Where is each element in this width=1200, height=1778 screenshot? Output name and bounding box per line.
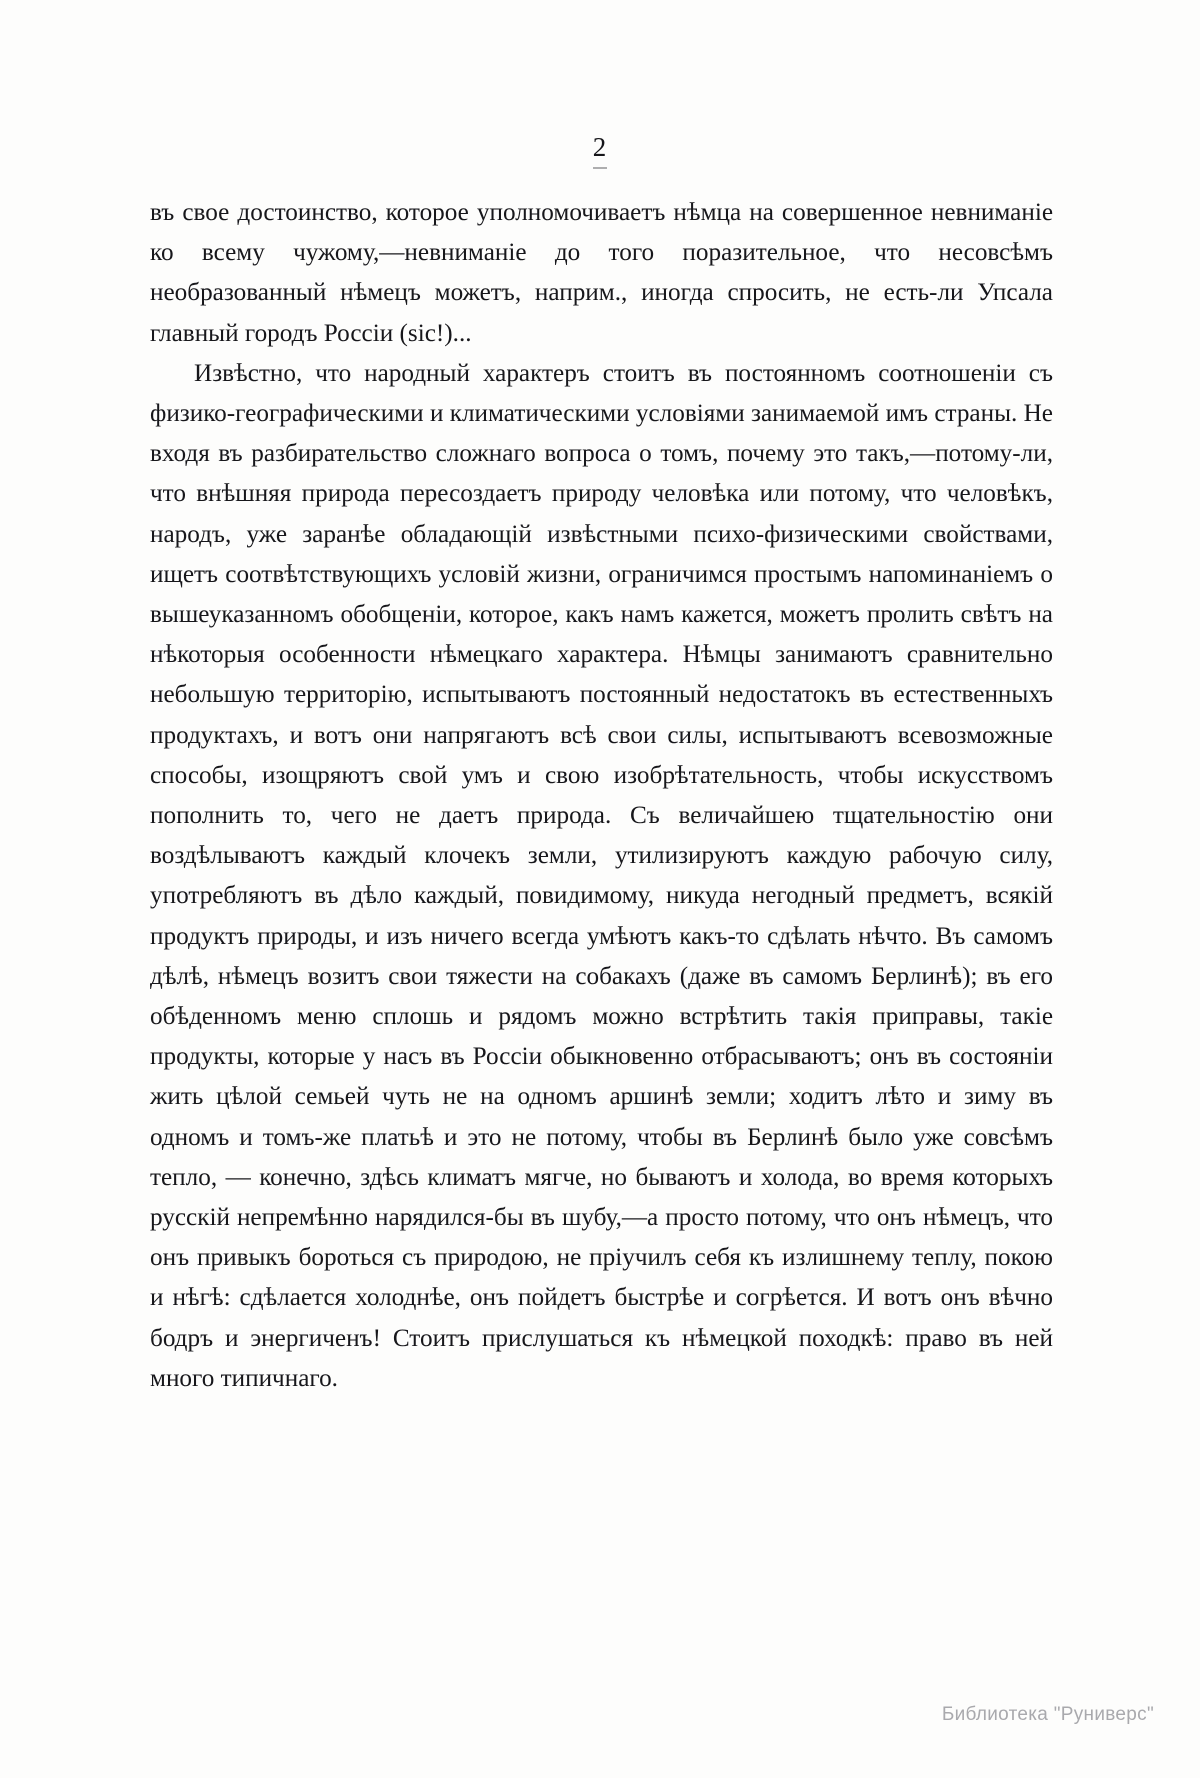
page-body-text — [150, 193, 1053, 1399]
page-number-value: 2 — [593, 132, 608, 167]
paragraph-2: Извѣстно, что народный характеръ стоитъ въ постоянномъ соотношеніи съ физико-географическими и климатическими условіями занимаемой имъ страны. Не входя въ разбирательство сложнаго вопроса о томъ, почему это такъ,—потому-ли, что внѣшняя природа пересоздаетъ природу человѣка или потому, что человѣкъ, народъ, уже заранѣе обладающій извѣстными психо-физическими свойствами, ищетъ соотвѣтствующихъ условій жизни, ограничимся простымъ напоминаніемъ о вышеуказанномъ обобщеніи, которое, какъ намъ кажется, можетъ пролить свѣтъ на нѣкоторыя особенности нѣмецкаго характера. Нѣмцы занимаютъ сравнительно небольшую территорію, испытываютъ постоянный недостатокъ въ естественныхъ продуктахъ, и вотъ они напрягаютъ всѣ свои силы, испытываютъ всевозможные способы, изощряютъ свой умъ и свою изобрѣтательность, чтобы искусствомъ пополнить то, чего не даетъ природа. Съ величайшею тщательностію они воздѣлываютъ каждый клочекъ земли, утилизируютъ каждую рабочую силу, употребляютъ въ дѣло каждый, повидимому, никуда негодный предметъ, всякій продуктъ природы, и изъ ничего всегда умѣютъ какъ-то сдѣлать нѣчто. Въ самомъ дѣлѣ, нѣмецъ возитъ свои тяжести на собакахъ (даже въ самомъ Берлинѣ); въ его обѣденномъ меню сплошь и рядомъ можно встрѣтить такія приправы, такіе продукты, которые у насъ въ Россіи обыкновенно отбрасываютъ; онъ въ состояніи жить цѣлой семьей чуть не на одномъ аршинѣ земли; ходитъ лѣто и зиму въ одномъ и томъ-же платьѣ и это не потому, чтобы въ Берлинѣ было уже совсѣмъ тепло, — конечно, здѣсь климатъ мягче, но бываютъ и холода, во время которыхъ русскій непремѣнно нарядился-бы въ шубу,—а просто потому, что онъ нѣмецъ, что онъ привыкъ бороться съ природою, не пріучилъ себя къ излишнему теплу, покою и нѣгѣ: сдѣлается холоднѣе, онъ пойдетъ быстрѣе и согрѣется. И вотъ онъ вѣчно бодръ и энергиченъ! Стоитъ прислушаться къ нѣмецкой походкѣ: право въ ней много типичнаго. — [150, 359, 1053, 1392]
library-credit: Библиотека "Руниверс" — [941, 1704, 1154, 1725]
paragraph-1: въ свое достоинство, которое уполномочиваетъ нѣмца на совершенное невниманіе ко всему чужому,—невниманіе до того поразительное, что несовсѣмъ необразованный нѣмецъ можетъ, наприм., иногда спросить, не есть-ли Упсала главный городъ Россіи (sic!)... — [150, 199, 1053, 347]
page-number — [0, 132, 1200, 167]
